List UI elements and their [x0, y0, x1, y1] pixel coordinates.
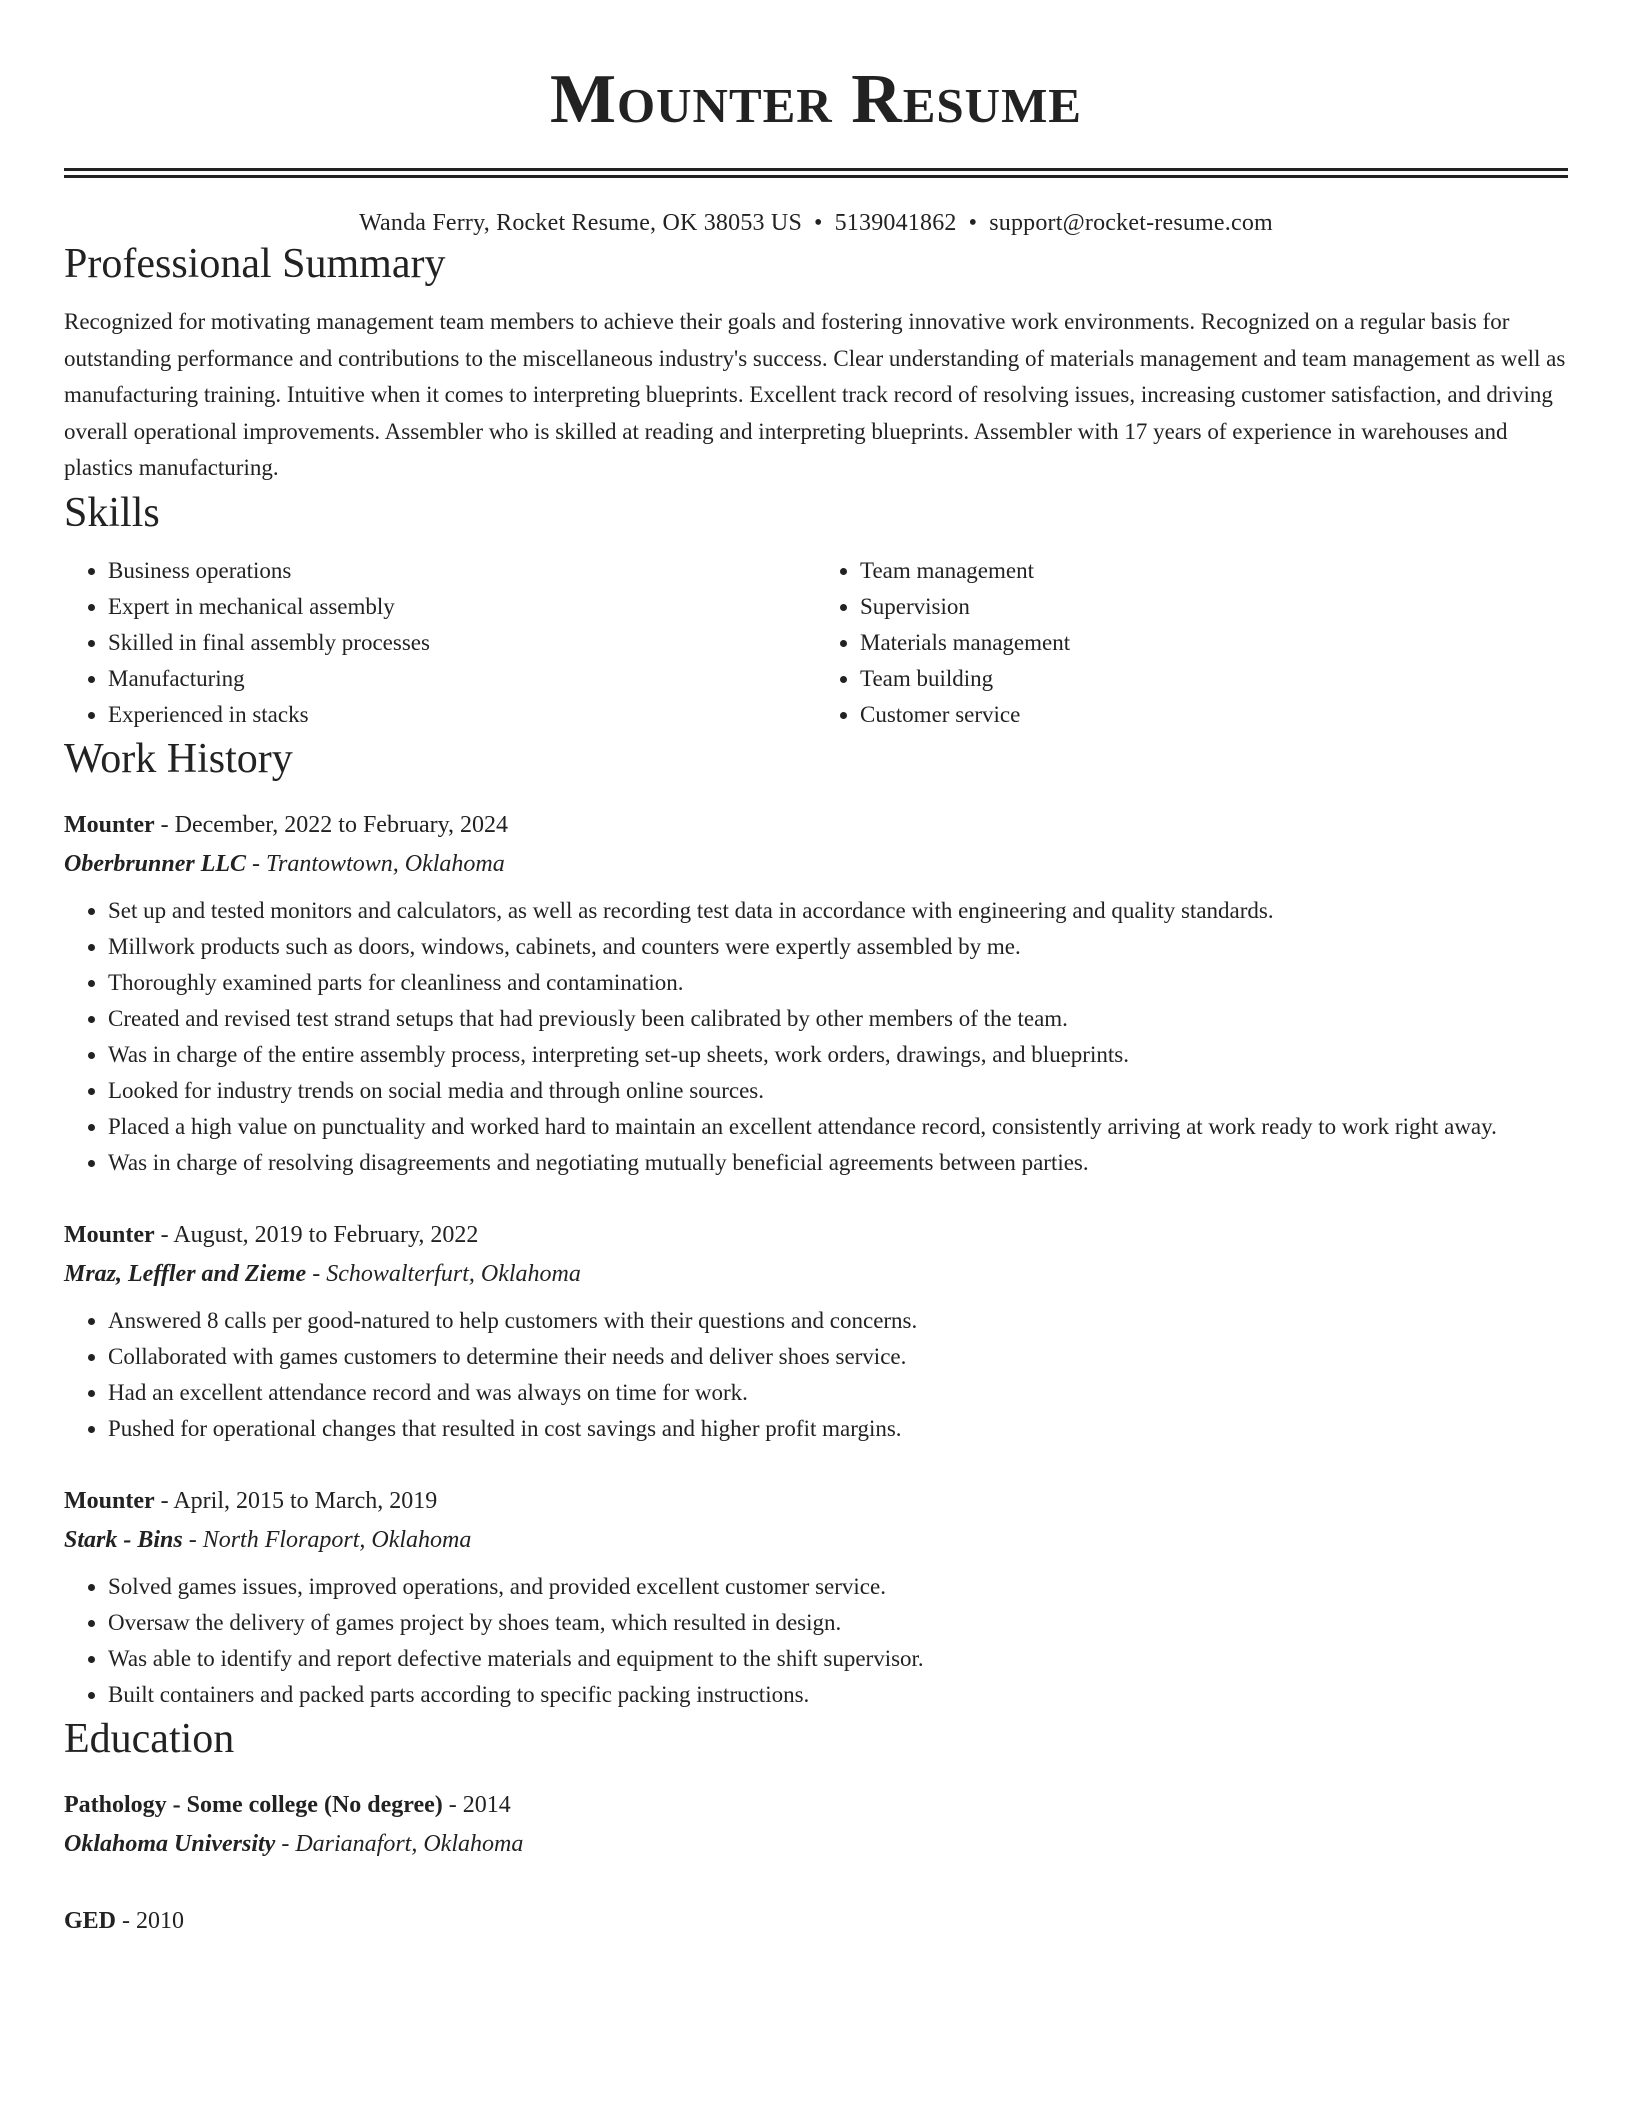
job-title-line — [64, 1481, 1568, 1521]
skill-item: • Skilled in final assembly processes — [108, 625, 816, 661]
job-bullet: • Placed a high value on punctuality and worked hard to maintain an excellent attendance record, consistently arriving at work ready to work right away. — [108, 1109, 1568, 1145]
job-bullets — [64, 1303, 1568, 1447]
work-history-heading: Work History — [64, 735, 293, 782]
job-bullet: • Pushed for operational changes that resulted in cost savings and higher profit margins. — [108, 1411, 1568, 1447]
job-company-line — [64, 1255, 1568, 1293]
skill-item: • Customer service — [860, 697, 1568, 733]
contact-address: Wanda Ferry, Rocket Resume, OK 38053 US — [359, 210, 802, 236]
skills-heading: Skills — [64, 489, 160, 536]
job-dates: - August, 2019 to February, 2022 — [154, 1221, 479, 1248]
education-entry — [64, 1901, 1568, 1941]
education-degree: Pathology - Some college (No degree) — [64, 1791, 443, 1818]
job-bullet: • Oversaw the delivery of games project by shoes team, which resulted in design. — [108, 1605, 1568, 1641]
job-bullet: • Was able to identify and report defective materials and equipment to the shift supervisor. — [108, 1641, 1568, 1677]
contact-separator: • — [968, 210, 978, 236]
skill-item: • Materials management — [860, 625, 1568, 661]
job-bullet: • Had an excellent attendance record and was always on time for work. — [108, 1375, 1568, 1411]
education-degree: GED — [64, 1907, 117, 1934]
job-company-line — [64, 845, 1568, 883]
job-bullet: • Was in charge of resolving disagreements and negotiating mutually beneficial agreements between parties. — [108, 1145, 1568, 1181]
job-entry — [64, 1215, 1568, 1447]
education-school-line — [64, 1825, 1568, 1863]
job-company: Stark - Bins — [64, 1526, 183, 1553]
skill-item: • Supervision — [860, 589, 1568, 625]
job-dates: - April, 2015 to March, 2019 — [154, 1487, 438, 1514]
education-degree-line — [64, 1785, 1568, 1825]
skill-item: • Business operations — [108, 553, 816, 589]
job-bullet: • Built containers and packed parts according to specific packing instructions. — [108, 1677, 1568, 1713]
contact-separator: • — [814, 210, 823, 236]
job-bullet: • Set up and tested monitors and calculators, as well as recording test data in accordance with engineering and quality standards. — [108, 893, 1568, 929]
contact-email[interactable]: support@rocket-resume.com — [989, 210, 1273, 236]
job-location: - Schowalterfurt, Oklahoma — [306, 1260, 581, 1287]
education-heading: Education — [64, 1715, 235, 1762]
job-bullet: • Collaborated with games customers to determine their needs and deliver shoes service. — [108, 1339, 1568, 1375]
job-title-line — [64, 1215, 1568, 1255]
job-dates: - December, 2022 to February, 2024 — [154, 811, 509, 838]
job-location: - Trantowtown, Oklahoma — [246, 850, 505, 877]
job-bullet: • Answered 8 calls per good-natured to help customers with their questions and concerns. — [108, 1303, 1568, 1339]
job-bullet: • Looked for industry trends on social media and through online sources. — [108, 1073, 1568, 1109]
skill-item: • Team building — [860, 661, 1568, 697]
job-role: Mounter — [64, 811, 155, 838]
job-bullets — [64, 1569, 1568, 1713]
resume-header — [64, 0, 1568, 144]
job-bullet: • Thoroughly examined parts for cleanliness and contamination. — [108, 965, 1568, 1001]
skills-grid — [64, 553, 1568, 733]
job-company: Oberbrunner LLC — [64, 850, 247, 877]
job-bullet: • Millwork products such as doors, windows, cabinets, and counters were expertly assembled by me. — [108, 929, 1568, 965]
skills-list-right — [816, 553, 1568, 733]
summary-heading: Professional Summary — [64, 241, 446, 287]
education-degree-line — [64, 1901, 1568, 1941]
skills-list-left — [64, 553, 816, 733]
education-school: Oklahoma University — [64, 1830, 276, 1857]
skill-item: • Manufacturing — [108, 661, 816, 697]
job-role: Mounter — [64, 1221, 155, 1248]
contact-line — [64, 208, 1568, 238]
education-entry — [64, 1785, 1568, 1863]
skill-item: • Experienced in stacks — [108, 697, 816, 733]
job-bullet: • Solved games issues, improved operations, and provided excellent customer service. — [108, 1569, 1568, 1605]
education-location: - Darianafort, Oklahoma — [275, 1830, 524, 1857]
header-double-rule — [64, 168, 1568, 178]
education-year: - 2014 — [442, 1791, 511, 1818]
education-year: - 2010 — [116, 1907, 185, 1934]
summary-text: Recognized for motivating management team members to achieve their goals and fostering innovative work environments. Recognized on a regular basis for outstanding performance and contributions to the miscellaneous industry's success. Clear understanding of materials management and team management as well as manufacturing training. Intuitive when it comes to interpreting blueprints. Excellent track record of resolving issues, increasing customer satisfaction, and driving overall operational improvements. Assembler who is skilled at reading and interpreting blueprints. Assembler with 17 years of experience in warehouses and plastics manufacturing. — [64, 309, 1566, 480]
skill-item: • Team management — [860, 553, 1568, 589]
job-bullet: • Was in charge of the entire assembly process, interpreting set-up sheets, work orders, drawings, and blueprints. — [108, 1037, 1568, 1073]
job-role: Mounter — [64, 1487, 155, 1514]
job-entry — [64, 805, 1568, 1181]
job-entry — [64, 1481, 1568, 1713]
resume-title: Mounter Resume — [549, 61, 1082, 138]
job-title-line — [64, 805, 1568, 845]
job-bullets — [64, 893, 1568, 1181]
job-location: - North Floraport, Oklahoma — [182, 1526, 472, 1553]
job-bullet: • Created and revised test strand setups that had previously been calibrated by other members of the team. — [108, 1001, 1568, 1037]
job-company: Mraz, Leffler and Zieme — [64, 1260, 307, 1287]
skill-item: • Expert in mechanical assembly — [108, 589, 816, 625]
job-company-line — [64, 1521, 1568, 1559]
contact-phone: 5139041862 — [834, 210, 957, 236]
